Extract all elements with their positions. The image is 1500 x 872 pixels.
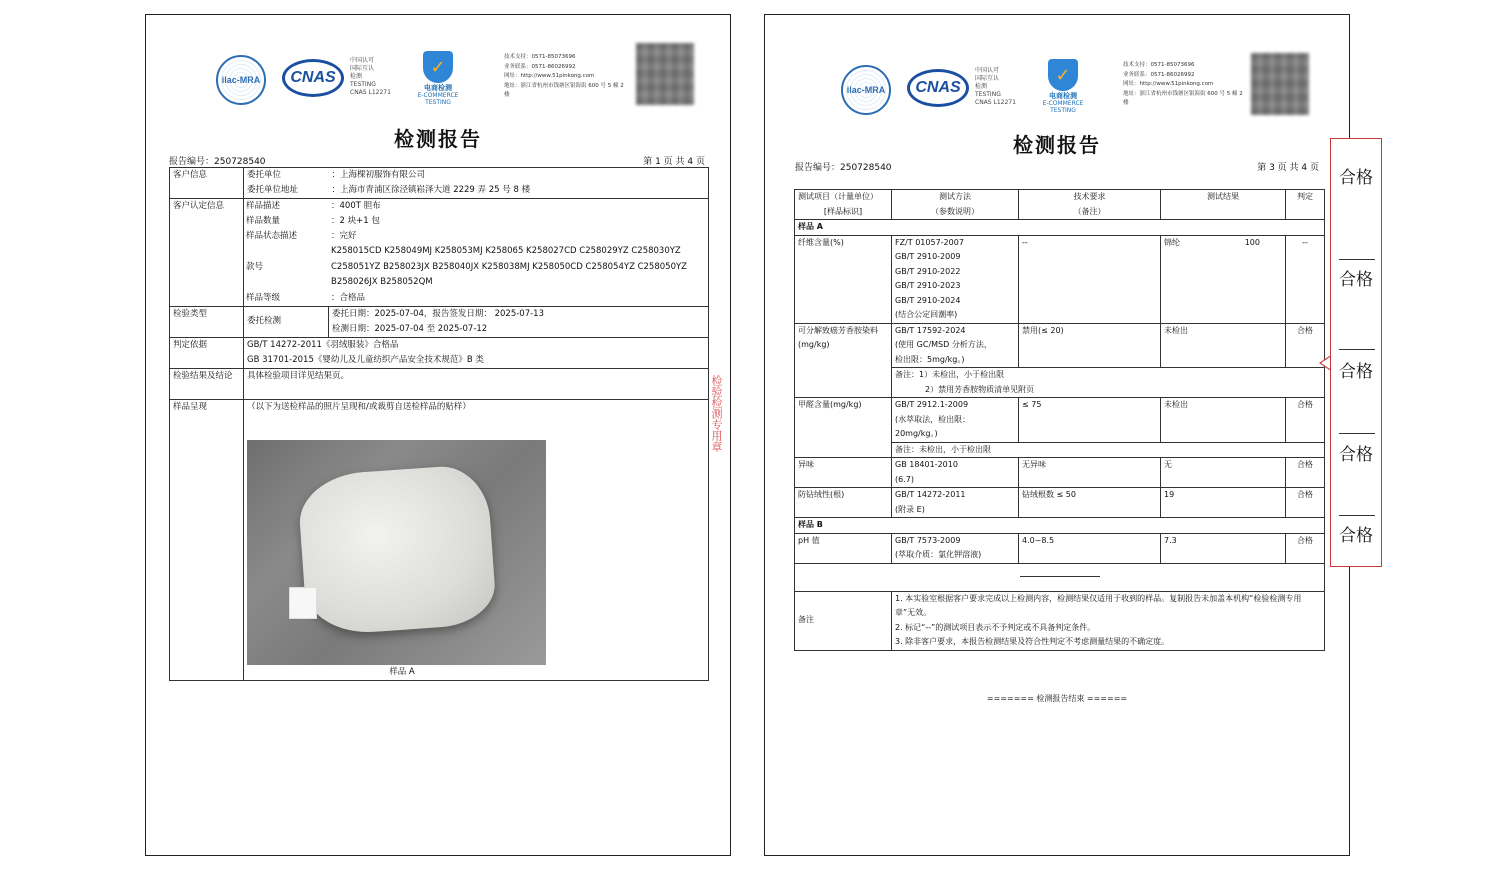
header-row: 测试项目（计量单位） [样品标识] 测试方法 （参数说明） 技术要求 （备注） 测试结果 判定 [795, 190, 1325, 220]
verdict-divider [1339, 433, 1375, 434]
fiber-row: 纤维含量(%) FZ/T 01057-2007 GB/T 2910-2009 GB/T 2910-2022 GB/T 2910-2023 GB/T 2910-2024 (结合公定回潮率) -- 锦纶 100 -- [795, 235, 1325, 323]
contact-info: 技术支持：0571-85073696 业务联系：0571-86026992 网址：http://www.51pinkong.com 地址：浙江省杭州市钱塘区银海街 600 号 5 幢 2 楼 [504, 54, 624, 98]
type-value: 委托检测 [244, 306, 329, 337]
sample-caption: 样品 A [389, 666, 415, 677]
report-page-1 [145, 14, 731, 856]
qr-code-blurred [1251, 53, 1309, 115]
report-number: 报告编号：250728540 [169, 157, 266, 167]
verdict-1: 合格 [1339, 168, 1373, 188]
verdict-divider [1339, 515, 1375, 516]
basis-line-2: GB 31701-2015《婴幼儿及儿童纺织产品安全技术规范》B 类 [247, 354, 484, 365]
qr-code-blurred [636, 43, 694, 105]
dates-line-1: 委托日期：2025-07-04，报告签发日期： 2025-07-13 [332, 308, 544, 319]
section-type: 检验类型 [170, 306, 244, 337]
verdict-5: 合格 [1339, 526, 1373, 546]
report-number: 报告编号：250728540 [795, 163, 892, 173]
grade-value: ：合格品 [331, 292, 366, 303]
grade-label: 样品等级 [246, 292, 281, 303]
sample-b-label: 样品 B [795, 518, 1325, 534]
cnas-logo: CNAS [282, 59, 344, 97]
ecommerce-testing-logo: ✓ 电商检测 E-COMMERCE TESTING [408, 51, 468, 107]
amine-row: 可分解致癌芳香胺染料(mg/kg) GB/T 17592-2024 (使用 GC/MSD 分析方法， 检出限：5mg/kg。) 禁用(≤ 20) 未检出 合格 [795, 323, 1325, 368]
style-label: 款号 [246, 261, 264, 272]
report-end: ======= 检测报告结束 ====== [986, 694, 1128, 703]
shield-check-icon: ✓ [1048, 59, 1078, 91]
section-client: 客户信息 [170, 168, 244, 199]
verdict-4: 合格 [1339, 445, 1373, 465]
page-title: 检测报告 [394, 127, 482, 151]
qty-label: 样品数量 [246, 216, 281, 226]
contact-info: 技术支持：0571-85073696 业务联系：0571-86026992 网址：http://www.51pinkong.com 地址：浙江省杭州市钱塘区银海街 600 号 5 幢 2 楼 [1123, 62, 1243, 106]
client-info-table [169, 167, 709, 681]
verdict-3: 合格 [1339, 362, 1373, 382]
result-value: 具体检验项目详见结果页。 [244, 368, 709, 399]
pillow-image [297, 463, 498, 636]
shield-check-icon: ✓ [423, 51, 453, 83]
page-info: 第 1 页 共 4 页 [643, 157, 705, 167]
section-result: 检验结果及结论 [170, 368, 244, 399]
divider-line [1020, 576, 1100, 577]
client-value: ：上海棵初服饰有限公司 [329, 168, 709, 184]
verdict-divider [1339, 349, 1375, 350]
address-label: 委托单位地址 [244, 183, 329, 199]
ecommerce-testing-logo: ✓ 电商检测 E-COMMERCE TESTING [1033, 59, 1093, 115]
ilac-mra-logo: ilac-MRA [216, 55, 266, 105]
desc-value: ：400T 胆布 [331, 201, 381, 211]
sample-a-label: 样品 A [795, 220, 1325, 236]
report-page-3 [764, 14, 1350, 856]
section-confirm: 客户认定信息 [170, 199, 244, 307]
verdict-divider [1339, 259, 1375, 260]
sample-note: （以下为送检样品的照片呈现和/或裁剪自送检样品的贴样） [247, 401, 471, 412]
style-value: K258015CD K258049MJ K258053MJ K258065 K258027CD C258029YZ C258030YZ C258051YZ B258023JX B258040JX K258038MJ K258050CD C258054YZ C258050YZ B258026JX B258052QM [331, 246, 687, 287]
client-label: 委托单位 [244, 168, 329, 184]
sample-tag [289, 587, 317, 619]
dates-line-2: 检测日期：2025-07-04 至 2025-07-12 [332, 323, 488, 334]
basis-line-1: GB/T 14272-2011《羽绒服装》合格品 [247, 339, 399, 350]
page-info: 第 3 页 共 4 页 [1257, 163, 1319, 173]
odor-row: 异味 GB 18401-2010 (6.7) 无异味 无 合格 [795, 458, 1325, 488]
state-label: 样品状态描述 [246, 231, 298, 241]
address-value: ：上海市青浦区徐泾镇崧泽大道 2229 弄 25 号 8 楼 [329, 183, 709, 199]
sample-details [244, 199, 708, 306]
test-results-table: 测试项目（计量单位） [样品标识] 测试方法 （参数说明） 技术要求 （备注） 测试结果 判定 样品 A 纤维含量(%) FZ/T 01057-2007 GB/T 2910-2009 GB/T 2910-2022 GB/T 2910-2023 GB/T 2910-2024 (结合公定回潮率) -- 锦纶 100 -- 可分解致癌芳香胺染料(mg/kg) GB/T 17592-2024 (使用 GC/MSD 分析方法， 检出限：5mg/kg。) 禁用(≤ 20) 未检出 合格 备注：1）未检出，小于检出限 2）禁用芳香胺物质清单见附页 甲醛含量(mg/kg) GB/T 2912.1-2009 (水萃取法，检出限： 20mg/kg。) ≤ 75 未检出 合格 备注：未检出，小于检出限 异味 GB 18401-2010 (6.7) 无异味 无 合格 防钻绒性(根) GB/T 14272-2011 (附录 E) 钻绒根数 ≤ 50 19 合格 样品 B pH 值 GB/T 7573-2009 (萃取介质：氯化钾溶液) 4.0~8.5 7.3 合格 备注 1. 本实验室根据客户要求完成以上检测内容，检测结果仅适用于收到的样品。复制报告未加盖本机构“检验检测专用章”无效。 2. 标记“--”的测试项目表示不予判定或不具备判定条件。 3. 除非客户要求，本报告检测结果及符合性判定不考虑测量结果的不确定度。 [794, 189, 1325, 651]
verdict-callout [1330, 138, 1382, 567]
sample-photo [247, 440, 546, 665]
ilac-mra-logo: ilac-MRA [841, 65, 891, 115]
verdict-2: 合格 [1339, 270, 1373, 290]
remarks-row: 备注 1. 本实验室根据客户要求完成以上检测内容，检测结果仅适用于收到的样品。复制报告未加盖本机构“检验检测专用章”无效。 2. 标记“--”的测试项目表示不予判定或不具备判定条件。 3. 除非客户要求，本报告检测结果及符合性判定不考虑测量结果的不确定度。 [795, 591, 1325, 650]
seal-stamp-text: 检验检测专用章 [710, 375, 723, 452]
desc-label: 样品描述 [246, 201, 281, 211]
down-proof-row: 防钻绒性(根) GB/T 14272-2011 (附录 E) 钻绒根数 ≤ 50 19 合格 [795, 488, 1325, 518]
state-value: ：完好 [331, 231, 357, 241]
section-sample: 样品呈现 [170, 399, 244, 680]
section-basis: 判定依据 [170, 337, 244, 368]
cnas-accreditation-text: 中国认可 国际互认 检测 TESTING CNAS L12271 [975, 67, 1016, 106]
ph-row: pH 值 GB/T 7573-2009 (萃取介质：氯化钾溶液) 4.0~8.5 7.3 合格 [795, 533, 1325, 563]
cnas-accreditation-text: 中国认可 国际互认 检测 TESTING CNAS L12271 [350, 57, 391, 96]
qty-value: ：2 块+1 包 [331, 216, 380, 226]
page-title: 检测报告 [1013, 133, 1101, 157]
cnas-logo: CNAS [907, 69, 969, 107]
callout-pointer [1319, 355, 1331, 371]
formaldehyde-row: 甲醛含量(mg/kg) GB/T 2912.1-2009 (水萃取法，检出限： 20mg/kg。) ≤ 75 未检出 合格 [795, 398, 1325, 443]
